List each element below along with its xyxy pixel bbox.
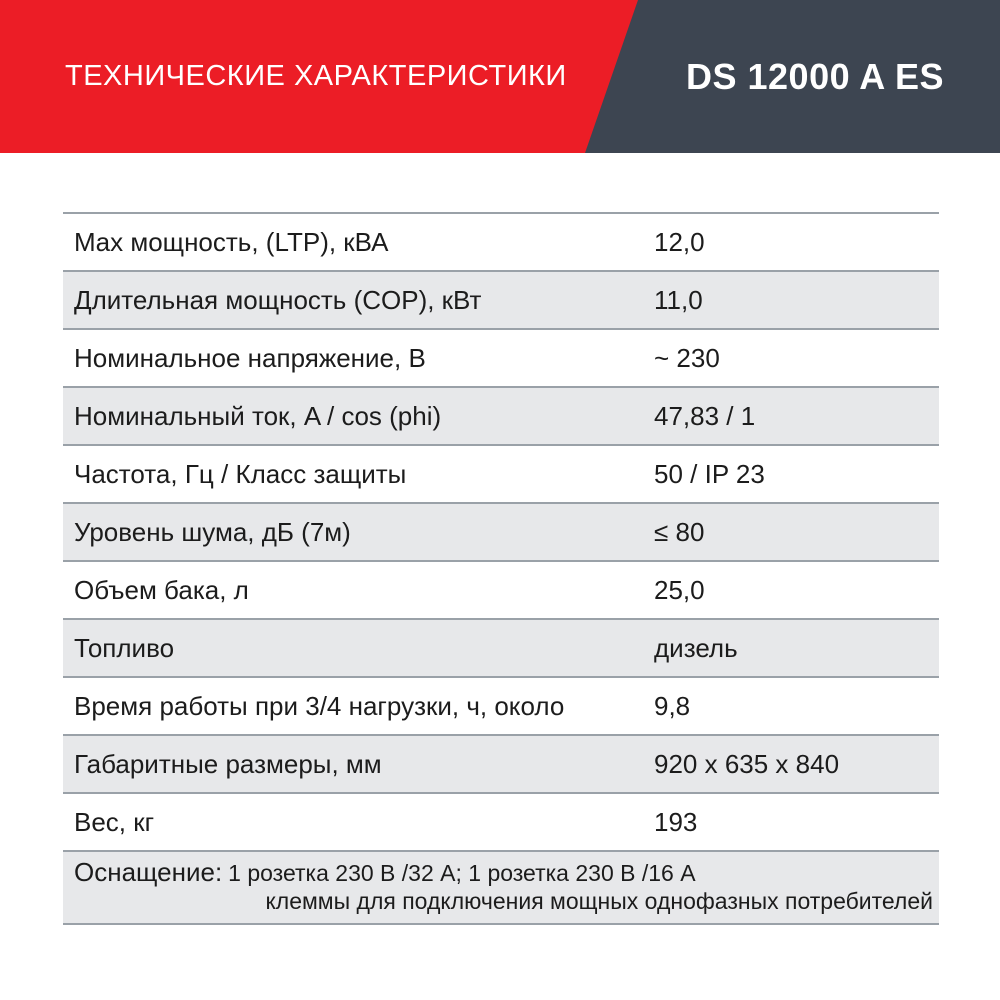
spec-label: Длительная мощность (COP), кВт bbox=[74, 284, 482, 315]
spec-value: 12,0 bbox=[654, 226, 705, 257]
spec-label: Габаритные размеры, мм bbox=[74, 748, 382, 779]
spec-value: 25,0 bbox=[654, 574, 705, 605]
equipment-line2: клеммы для подключения мощных однофазных потребителей bbox=[265, 888, 933, 914]
spec-value: 920 x 635 x 840 bbox=[654, 748, 840, 779]
spec-value: ≤ 80 bbox=[654, 516, 705, 547]
table-row bbox=[63, 328, 939, 386]
table-row bbox=[63, 444, 939, 502]
spec-label: Частота, Гц / Класс защиты bbox=[74, 458, 407, 489]
table-row bbox=[63, 560, 939, 618]
spec-label: Уровень шума, дБ (7м) bbox=[74, 516, 351, 547]
table-row bbox=[63, 502, 939, 560]
table-row bbox=[63, 386, 939, 444]
spec-value: ~ 230 bbox=[654, 342, 720, 373]
spec-value: 47,83 / 1 bbox=[654, 400, 756, 431]
equipment-row bbox=[63, 850, 939, 923]
page-title: ТЕХНИЧЕСКИЕ ХАРАКТЕРИСТИКИ bbox=[65, 60, 567, 92]
spec-label: Объем бака, л bbox=[74, 574, 249, 605]
table-row bbox=[63, 618, 939, 676]
equipment-sockets-text: 1 розетка 230 В /32 А; 1 розетка 230 В /16 А bbox=[228, 860, 696, 886]
spec-label: Max мощность, (LTP), кВА bbox=[74, 226, 389, 257]
spec-value: 11,0 bbox=[654, 284, 703, 315]
table-row bbox=[63, 270, 939, 328]
spec-value: дизель bbox=[654, 632, 738, 663]
equipment-line1 bbox=[74, 858, 933, 887]
spec-label: Номинальное напряжение, В bbox=[74, 342, 426, 373]
header-banner bbox=[0, 0, 1000, 153]
spec-label: Время работы при 3/4 нагрузки, ч, около bbox=[74, 690, 565, 721]
spec-value: 50 / IP 23 bbox=[654, 458, 765, 489]
equipment-label: Оснащение: bbox=[74, 857, 223, 887]
table-row bbox=[63, 212, 939, 270]
spec-label: Вес, кг bbox=[74, 806, 155, 837]
table-row bbox=[63, 676, 939, 734]
table-row bbox=[63, 734, 939, 792]
spec-label: Топливо bbox=[74, 632, 175, 663]
model-name: DS 12000 A ES bbox=[686, 55, 944, 97]
spec-label: Номинальный ток, A / cos (phi) bbox=[74, 400, 442, 431]
specs-table bbox=[63, 212, 939, 925]
table-row bbox=[63, 792, 939, 850]
spec-value: 9,8 bbox=[654, 690, 691, 721]
spec-value: 193 bbox=[654, 806, 698, 837]
